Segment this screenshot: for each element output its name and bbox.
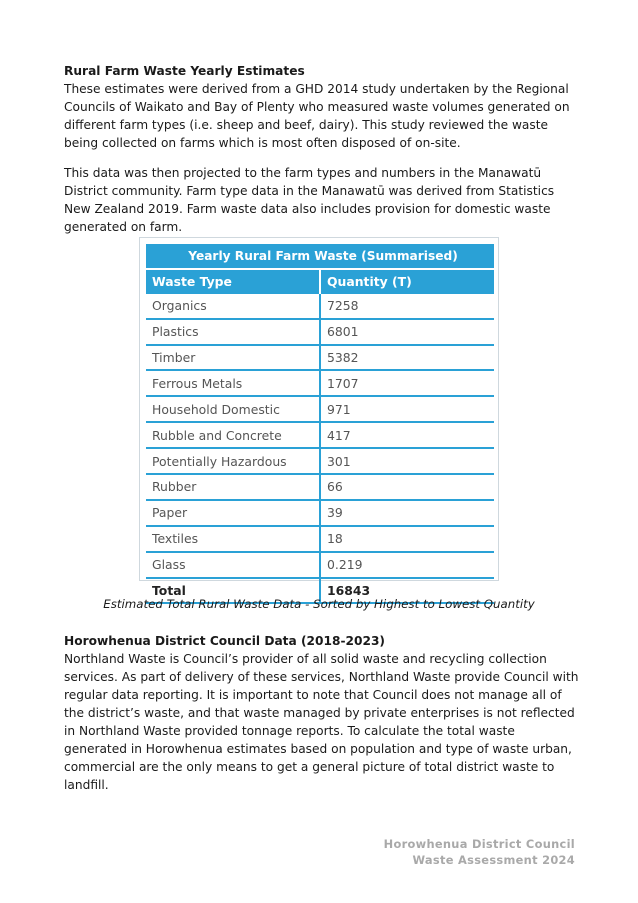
table-row xyxy=(146,294,494,319)
waste-type-cell: Rubble and Concrete xyxy=(146,422,320,448)
waste-type-cell: Potentially Hazardous xyxy=(146,448,320,474)
waste-type-cell: Plastics xyxy=(146,319,320,345)
table-caption: Estimated Total Rural Waste Data - Sorted by Highest to Lowest Quantity xyxy=(103,597,535,611)
quantity-cell: 5382 xyxy=(320,345,494,371)
quantity-cell: 1707 xyxy=(320,370,494,396)
section-heading: Rural Farm Waste Yearly Estimates xyxy=(64,64,305,78)
table-header-row xyxy=(146,269,494,294)
table-row xyxy=(146,396,494,422)
table-row xyxy=(146,422,494,448)
page-footer xyxy=(384,836,575,868)
projection-section xyxy=(64,164,580,236)
table-title-row xyxy=(146,244,494,269)
section-heading: Horowhenua District Council Data (2018-2023) xyxy=(64,634,385,648)
waste-type-cell: Glass xyxy=(146,552,320,578)
waste-type-cell: Timber xyxy=(146,345,320,371)
waste-table-frame xyxy=(139,237,499,599)
waste-type-cell: Rubber xyxy=(146,474,320,500)
table-row xyxy=(146,345,494,371)
quantity-cell: 66 xyxy=(320,474,494,500)
total-quantity-cell: 16843 xyxy=(320,578,494,604)
table-row xyxy=(146,319,494,345)
table-row xyxy=(146,370,494,396)
footer-organisation: Horowhenua District Council xyxy=(383,837,575,851)
table-row xyxy=(146,500,494,526)
table-title: Yearly Rural Farm Waste (Summarised) xyxy=(146,244,494,269)
horowhenua-data-section xyxy=(64,632,580,794)
waste-type-cell: Organics xyxy=(146,294,320,319)
column-header-quantity: Quantity (T) xyxy=(320,269,494,294)
quantity-cell: 18 xyxy=(320,526,494,552)
waste-type-cell: Ferrous Metals xyxy=(146,370,320,396)
quantity-cell: 971 xyxy=(320,396,494,422)
waste-type-cell: Paper xyxy=(146,500,320,526)
section-paragraph: Northland Waste is Council’s provider of all solid waste and recycling collection services. As part of delivery of these services, Northland Waste provide Council with regular data reporting. It is important to note that Council does not manage all of the district’s waste, and that waste managed by private enterprises is not reflected in Northland Waste provided tonnage reports. To calculate the total waste generated in Horowhenua estimates based on population and type of waste urban, commercial are the only means to get a general picture of total district waste to landfill. xyxy=(64,652,579,792)
quantity-cell: 417 xyxy=(320,422,494,448)
rural-farm-waste-section xyxy=(64,62,580,152)
waste-type-cell: Textiles xyxy=(146,526,320,552)
footer-document-title: Waste Assessment 2024 xyxy=(412,853,575,867)
yearly-rural-farm-waste-table xyxy=(146,244,494,604)
table-row xyxy=(146,474,494,500)
quantity-cell: 0.219 xyxy=(320,552,494,578)
column-header-waste-type: Waste Type xyxy=(146,269,320,294)
table-row xyxy=(146,526,494,552)
table-row xyxy=(146,448,494,474)
quantity-cell: 7258 xyxy=(320,294,494,319)
total-label-cell: Total xyxy=(146,578,320,604)
waste-type-cell: Household Domestic xyxy=(146,396,320,422)
quantity-cell: 6801 xyxy=(320,319,494,345)
table-row xyxy=(146,552,494,578)
section-paragraph: This data was then projected to the farm types and numbers in the Manawatū District community. Farm type data in the Manawatū was derived from Statistics New Zealand 2019. Farm waste data also includes provision for domestic waste generated on farm. xyxy=(64,166,555,234)
section-paragraph: These estimates were derived from a GHD 2014 study undertaken by the Regional Councils of Waikato and Bay of Plenty who measured waste volumes generated on different farm types (i.e. sheep and beef, dairy). This study reviewed the waste being collected on farms which is most often disposed of on-site. xyxy=(64,82,570,150)
quantity-cell: 301 xyxy=(320,448,494,474)
quantity-cell: 39 xyxy=(320,500,494,526)
